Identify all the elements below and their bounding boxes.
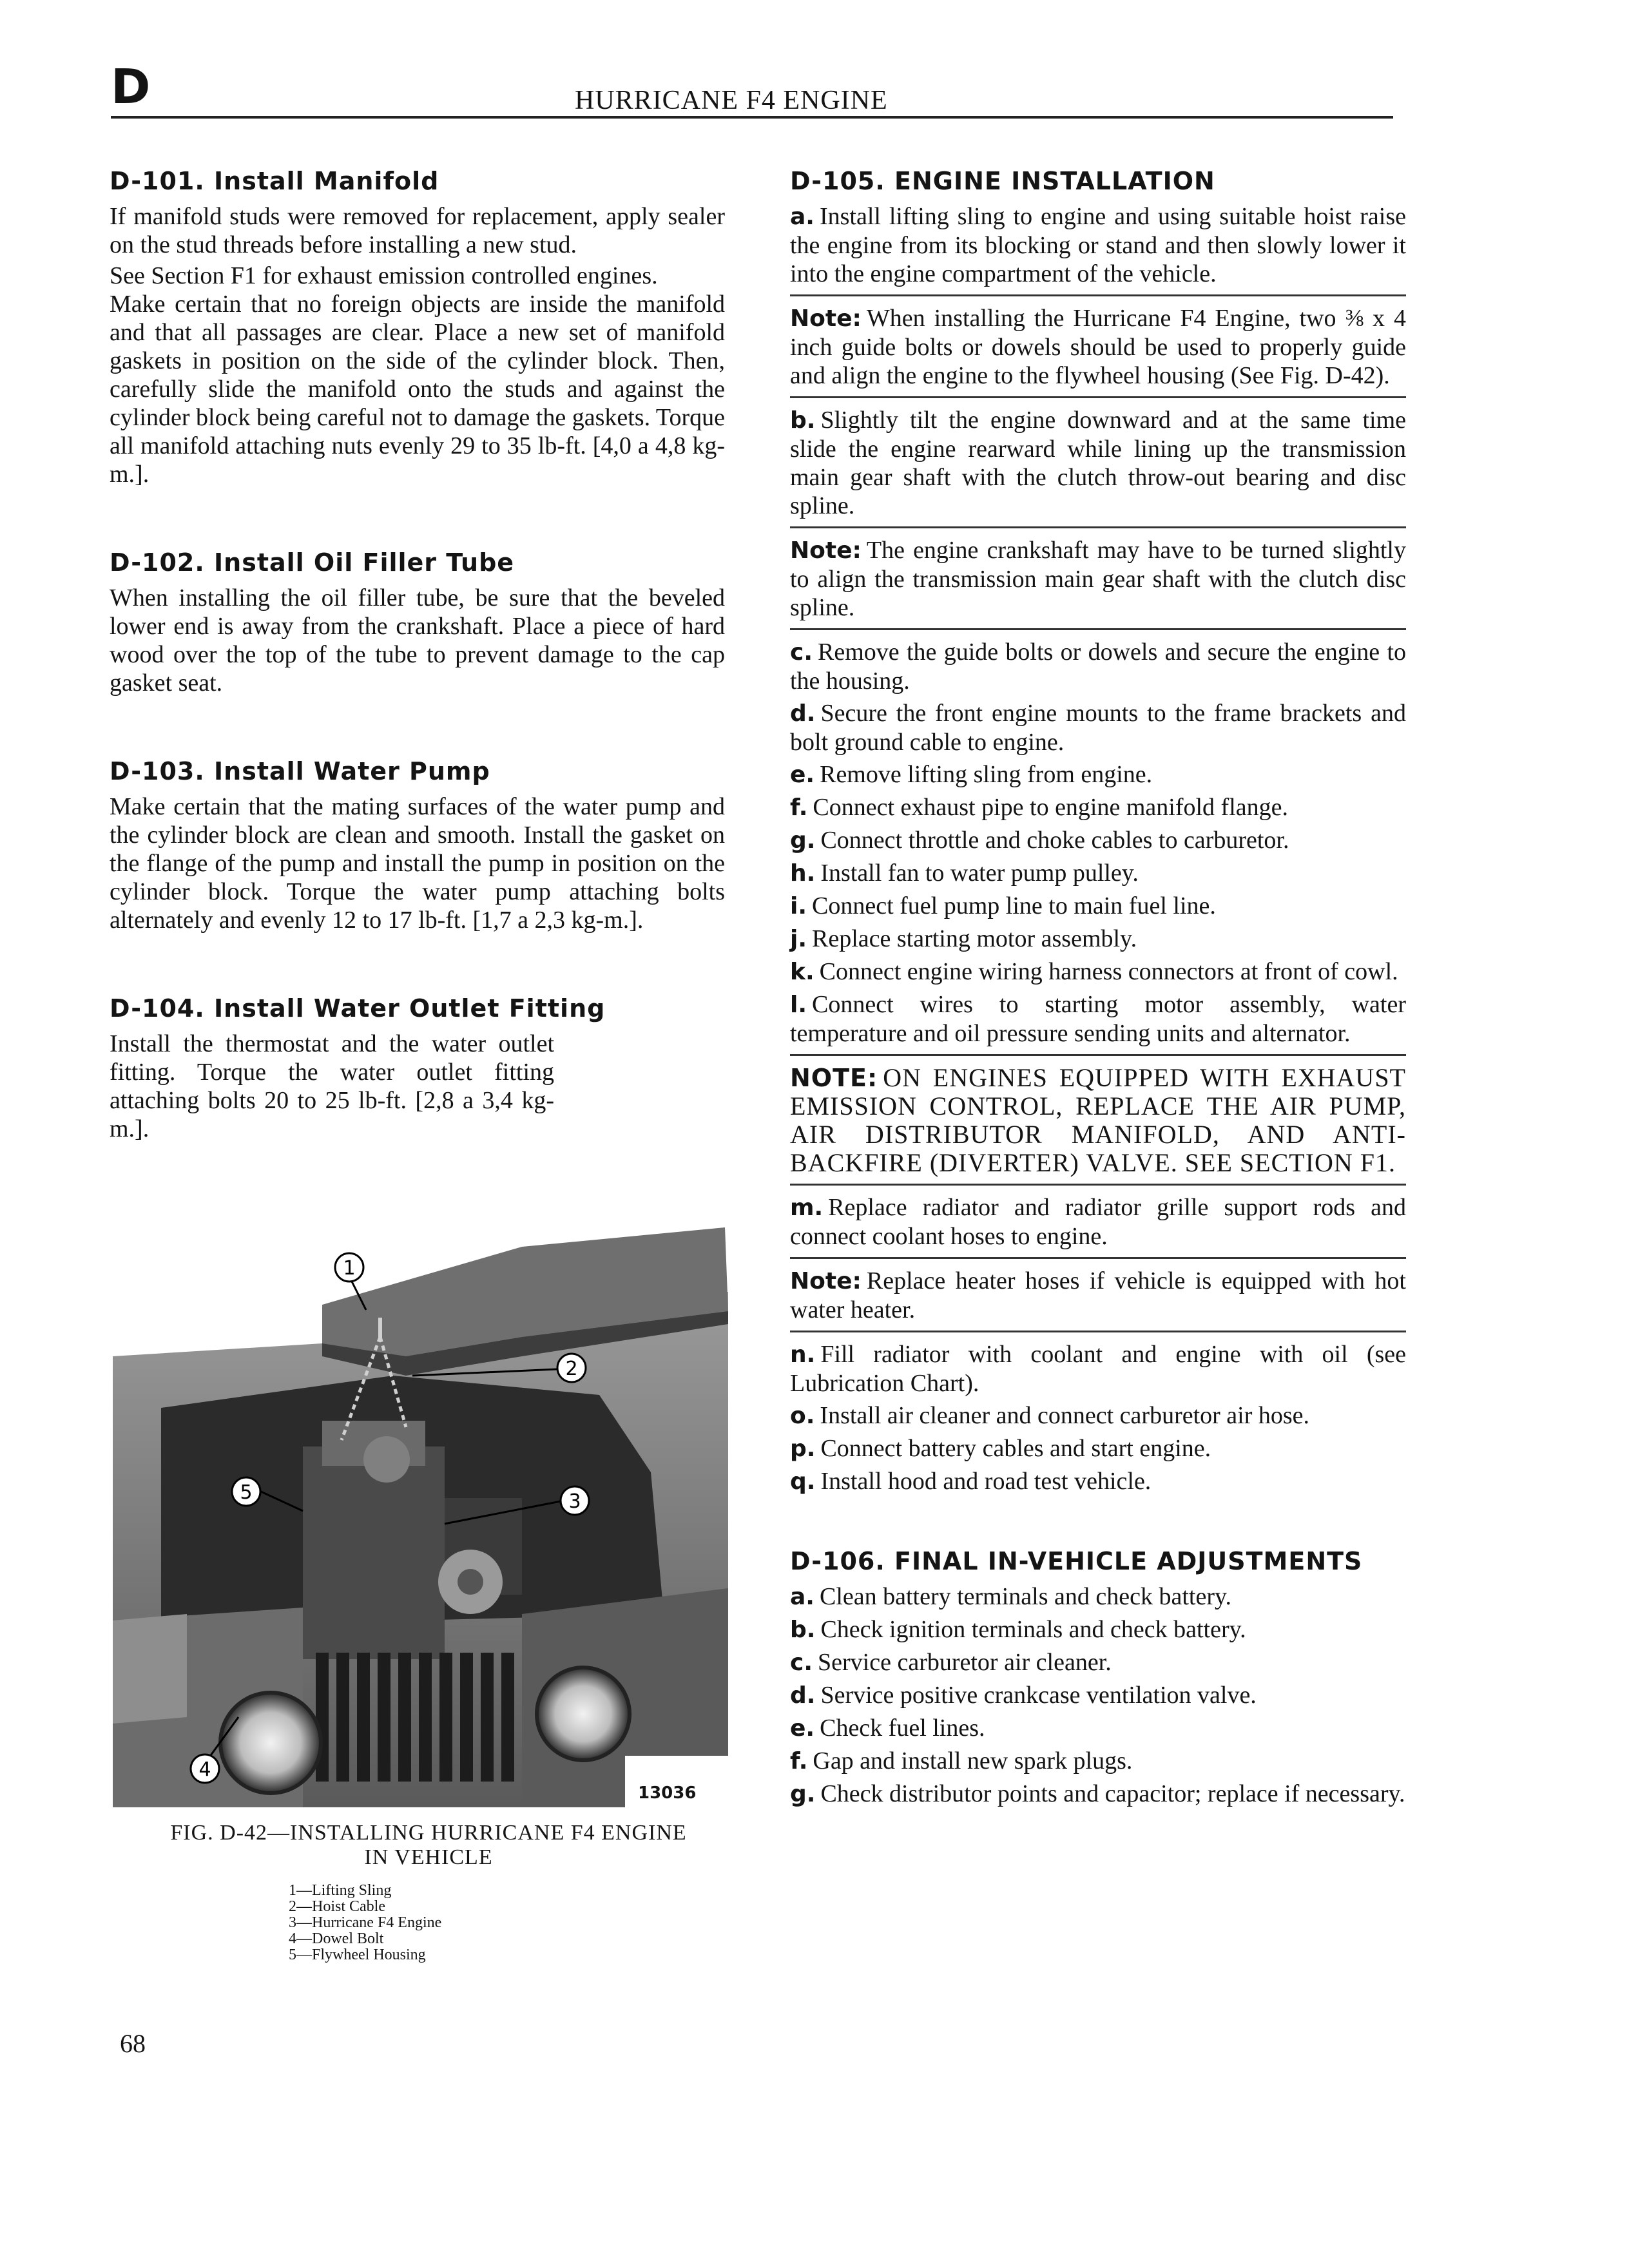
step-text: Install hood and road test vehicle.	[820, 1468, 1152, 1495]
step-label: m.	[790, 1195, 824, 1221]
caption-line-1: FIG. D-42—INSTALLING HURRICANE F4 ENGINE	[170, 1821, 687, 1845]
section-letter: D	[111, 59, 151, 115]
step-g	[790, 826, 1406, 855]
step-text: Replace radiator and radiator grille support rods and connect coolant hoses to engine.	[790, 1194, 1406, 1250]
step-text: Check fuel lines.	[820, 1715, 985, 1742]
note-heater-hoses	[790, 1267, 1406, 1324]
step-text: Install fan to water pump pulley.	[820, 860, 1139, 887]
step-b	[790, 406, 1406, 520]
header-rule	[111, 116, 1393, 119]
step-label: b.	[790, 407, 816, 434]
step-l	[790, 990, 1406, 1048]
legend-item: 2—Hoist Cable	[289, 1898, 385, 1915]
left-column	[110, 166, 725, 1143]
d101-paragraph-3: Make certain that no foreign objects are inside the manifold and that all passages are clear. Place a new set of manifold gaskets in position on the side of the cylinder block. Then, carefully slide the manifold onto the studs and against the cylinder block being careful not to damage the gaskets. Torque all manifold attaching nuts evenly 29 to 35 lb-ft. [4,0 a 4,8 kg-m.].	[110, 291, 725, 488]
step-text: Service carburetor air cleaner.	[818, 1649, 1112, 1676]
adjust-step-d	[790, 1681, 1406, 1710]
figure-d42	[110, 1227, 728, 1807]
step-text: Remove lifting sling from engine.	[820, 761, 1153, 788]
step-label: c.	[790, 639, 813, 666]
note-label: Note:	[790, 305, 862, 332]
step-text: Clean battery terminals and check battery.	[819, 1583, 1232, 1610]
d104-paragraph-1: Install the thermostat and the water outlet fitting. Torque the water outlet fitting attaching bolts 20 to 25 lb-ft. [2,8 a 3,4 kg-m.].	[110, 1030, 554, 1142]
step-m	[790, 1193, 1406, 1251]
heading-d104: D-104. Install Water Outlet Fitting	[110, 994, 606, 1023]
step-text: Connect throttle and choke cables to carburetor.	[820, 827, 1289, 854]
note-text: When installing the Hurricane F4 Engine, two ⅜ x 4 inch guide bolts or dowels should be used to properly guide and align the engine to the flywheel housing (See Fig. D-42).	[790, 305, 1406, 389]
step-text: Secure the front engine mounts to the frame brackets and bolt ground cable to engine.	[790, 700, 1406, 756]
caption-line-2: IN VEHICLE	[364, 1845, 493, 1869]
step-label: d.	[790, 1682, 816, 1709]
divider	[790, 1184, 1406, 1186]
divider	[790, 396, 1406, 398]
step-label: o.	[790, 1403, 815, 1429]
step-j	[790, 925, 1406, 954]
figure-legend	[289, 1883, 441, 1963]
step-label: a.	[790, 1584, 815, 1610]
step-label: g.	[790, 827, 816, 854]
step-text: Gap and install new spark plugs.	[813, 1747, 1133, 1774]
d101-paragraph-1: If manifold studs were removed for replacement, apply sealer on the stud threads before installing a new stud.	[110, 203, 725, 258]
step-o	[790, 1401, 1406, 1430]
step-label: h.	[790, 860, 816, 887]
divider	[790, 1331, 1406, 1332]
adjust-step-c	[790, 1648, 1406, 1677]
callout-2: 2	[565, 1358, 578, 1380]
note-text: ON ENGINES EQUIPPED WITH EXHAUST EMISSION CONTROL, REPLACE THE AIR PUMP, AIR DISTRIBUTOR MANIFOLD, AND ANTI-BACKFIRE (DIVERTER) VALVE. SEE SECTION F1.	[790, 1063, 1406, 1177]
step-text: Install air cleaner and connect carburetor air hose.	[820, 1402, 1310, 1429]
divider	[790, 1257, 1406, 1259]
step-f	[790, 793, 1406, 822]
divider	[790, 526, 1406, 528]
heading-d101: D-101. Install Manifold	[110, 167, 439, 195]
note-text: The engine crankshaft may have to be turned slightly to align the transmission main gear shaft with the clutch disc spline.	[790, 537, 1406, 621]
step-label: e.	[790, 1715, 815, 1742]
step-label: i.	[790, 893, 807, 919]
step-d	[790, 699, 1406, 756]
step-text: Remove the guide bolts or dowels and secure the engine to the housing.	[790, 639, 1406, 695]
step-label: b.	[790, 1617, 816, 1643]
adjust-step-f	[790, 1747, 1406, 1776]
divider	[790, 294, 1406, 296]
step-q	[790, 1467, 1406, 1496]
step-label: k.	[790, 959, 815, 985]
d101-paragraph-2: See Section F1 for exhaust emission controlled engines.	[110, 262, 658, 289]
step-label: f.	[790, 1748, 808, 1774]
note-label: Note:	[790, 1268, 862, 1294]
step-label: p.	[790, 1436, 816, 1462]
step-label: j.	[790, 926, 807, 952]
divider	[790, 1054, 1406, 1056]
step-text: Connect exhaust pipe to engine manifold flange.	[813, 794, 1288, 821]
legend-item: 1—Lifting Sling	[289, 1882, 392, 1899]
adjust-step-e	[790, 1714, 1406, 1743]
step-label: q.	[790, 1468, 816, 1495]
step-k	[790, 957, 1406, 986]
callout-1: 1	[343, 1257, 356, 1280]
d102-paragraph-1: When installing the oil filler tube, be sure that the beveled lower end is away from the crankshaft. Place a piece of hard wood over the top of the tube to prevent damage to the cap gasket seat.	[110, 584, 725, 697]
step-p	[790, 1434, 1406, 1463]
step-text: Service positive crankcase ventilation valve.	[820, 1682, 1257, 1709]
adjust-step-g	[790, 1780, 1406, 1809]
step-label: n.	[790, 1341, 816, 1368]
heading-d103: D-103. Install Water Pump	[110, 757, 490, 785]
adjust-step-b	[790, 1615, 1406, 1644]
step-label: f.	[790, 794, 808, 821]
step-label: d.	[790, 700, 816, 727]
step-n	[790, 1340, 1406, 1398]
note-guide-bolts	[790, 304, 1406, 390]
photo-number: 13036	[638, 1783, 697, 1803]
heading-d105: D-105. ENGINE INSTALLATION	[790, 167, 1215, 195]
note-text: Replace heater hoses if vehicle is equipped with hot water heater.	[790, 1267, 1406, 1323]
divider	[790, 628, 1406, 630]
step-e	[790, 760, 1406, 789]
step-label: e.	[790, 762, 815, 788]
figure-caption	[122, 1821, 735, 1870]
callout-4: 4	[198, 1758, 211, 1781]
step-text: Connect battery cables and start engine.	[820, 1435, 1211, 1462]
step-text: Check distributor points and capacitor; replace if necessary.	[820, 1780, 1405, 1807]
page-number: 68	[120, 2029, 146, 2058]
step-label: c.	[790, 1649, 813, 1676]
heading-d106: D-106. FINAL IN-VEHICLE ADJUSTMENTS	[790, 1547, 1363, 1575]
note-label: NOTE:	[790, 1064, 878, 1092]
engine-photo	[110, 1227, 728, 1807]
step-text: Replace starting motor assembly.	[812, 925, 1137, 952]
step-a	[790, 202, 1406, 288]
legend-item: 4—Dowel Bolt	[289, 1930, 384, 1947]
step-label: a.	[790, 204, 815, 230]
running-title: HURRICANE F4 ENGINE	[575, 86, 888, 115]
step-text: Check ignition terminals and check battery.	[820, 1616, 1246, 1643]
legend-item: 5—Flywheel Housing	[289, 1946, 426, 1963]
note-emission-control	[790, 1064, 1406, 1177]
heading-d102: D-102. Install Oil Filler Tube	[110, 548, 515, 577]
step-label: g.	[790, 1781, 816, 1807]
step-text: Connect fuel pump line to main fuel line.	[812, 892, 1216, 919]
step-text: Slightly tilt the engine downward and at the same time slide the engine rearward while lining up the transmission main gear shaft with the clutch throw-out bearing and disc spline.	[790, 407, 1406, 519]
step-i	[790, 892, 1406, 921]
callout-3: 3	[568, 1490, 581, 1513]
step-text: Connect wires to starting motor assembly, water temperature and oil pressure sending units and alternator.	[790, 991, 1406, 1047]
step-text: Install lifting sling to engine and using suitable hoist raise the engine from its blocking or stand and then slowly lower it into the engine compartment of the vehicle.	[790, 203, 1406, 287]
step-h	[790, 859, 1406, 888]
legend-item: 3—Hurricane F4 Engine	[289, 1914, 442, 1931]
step-label: l.	[790, 992, 807, 1018]
note-crankshaft	[790, 536, 1406, 622]
callout-5: 5	[240, 1481, 253, 1504]
right-column	[790, 166, 1406, 1812]
adjust-step-a	[790, 1582, 1406, 1611]
note-label: Note:	[790, 537, 862, 564]
step-c	[790, 638, 1406, 695]
step-text: Fill radiator with coolant and engine with oil (see Lubrication Chart).	[790, 1341, 1406, 1397]
d103-paragraph-1: Make certain that the mating surfaces of the water pump and the cylinder block are clean and smooth. Install the gasket on the flange of the pump and install the pump in position on the cylinder block. Torque the water pump attaching bolts alternately and evenly 12 to 17 lb-ft. [1,7 a 2,3 kg-m.].	[110, 793, 725, 934]
step-text: Connect engine wiring harness connectors at front of cowl.	[819, 958, 1398, 985]
